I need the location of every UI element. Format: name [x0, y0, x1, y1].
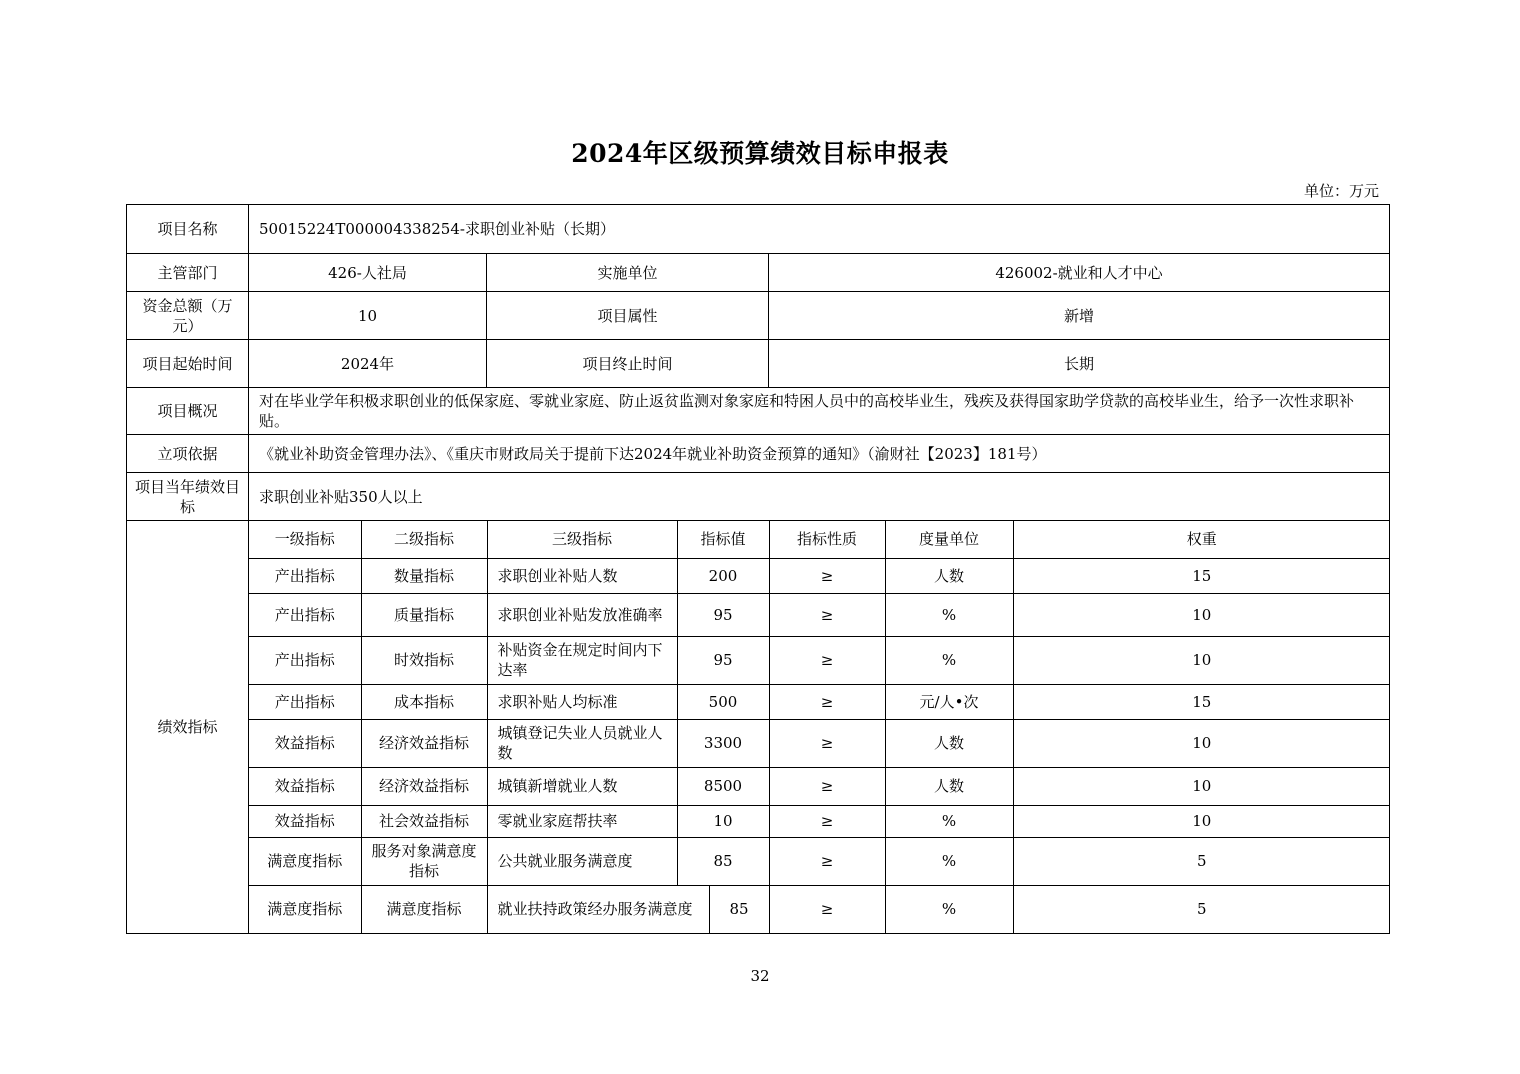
table-row [249, 767, 1390, 805]
level3-cell: 公共就业服务满意度 [487, 837, 677, 885]
page-title: 2024年区级预算绩效目标申报表 [571, 139, 949, 168]
unit-cell: % [885, 636, 1013, 684]
unit-cell: 人数 [885, 558, 1013, 593]
weight-cell: 10 [1013, 805, 1390, 837]
level1-cell: 产出指标 [249, 593, 361, 636]
fund-label: 资金总额（万元） [127, 292, 249, 340]
level1-cell: 效益指标 [249, 805, 361, 837]
weight-cell: 10 [1013, 719, 1390, 767]
header-weight: 权重 [1013, 521, 1390, 558]
level1-cell: 产出指标 [249, 558, 361, 593]
header-nature: 指标性质 [769, 521, 885, 558]
table-row [249, 837, 1390, 885]
indicator-table-last [249, 885, 1390, 933]
value-cell: 10 [677, 805, 769, 837]
header-value: 指标值 [677, 521, 769, 558]
level1-cell: 效益指标 [249, 719, 361, 767]
level2-cell: 服务对象满意度指标 [361, 837, 487, 885]
level3-cell: 补贴资金在规定时间内下达率 [487, 636, 677, 684]
indicator-cell [249, 521, 1390, 934]
level3-cell: 求职补贴人均标准 [487, 684, 677, 719]
value-cell: 85 [677, 837, 769, 885]
level2-cell: 经济效益指标 [361, 767, 487, 805]
row-project-name [127, 205, 1390, 254]
level2-cell: 满意度指标 [361, 886, 487, 933]
weight-cell: 15 [1013, 558, 1390, 593]
start-value: 2024年 [249, 340, 487, 388]
level3-cell: 求职创业补贴发放准确率 [487, 593, 677, 636]
weight-cell: 5 [1013, 886, 1390, 933]
table-row [249, 805, 1390, 837]
level1-cell: 产出指标 [249, 636, 361, 684]
nature-cell: ≥ [769, 837, 885, 885]
level1-cell: 满意度指标 [249, 886, 361, 933]
level2-cell: 经济效益指标 [361, 719, 487, 767]
row-department [127, 254, 1390, 292]
dept-value: 426-人社局 [249, 254, 487, 292]
value-cell: 95 [677, 593, 769, 636]
unit-label: 单位：万元 [1303, 182, 1379, 200]
row-overview [127, 388, 1390, 435]
attr-value: 新增 [769, 292, 1390, 340]
fund-value: 10 [249, 292, 487, 340]
row-fund [127, 292, 1390, 340]
table-row [249, 886, 1390, 933]
row-indicators [127, 521, 1390, 934]
weight-cell: 10 [1013, 767, 1390, 805]
start-label: 项目起始时间 [127, 340, 249, 388]
unit-cell: % [885, 593, 1013, 636]
basis-value: 《就业补助资金管理办法》、《重庆市财政局关于提前下达2024年就业补助资金预算的通知》（渝财社【2023】181号） [249, 435, 1390, 473]
level2-cell: 成本指标 [361, 684, 487, 719]
weight-cell: 15 [1013, 684, 1390, 719]
header-level1: 一级指标 [249, 521, 361, 558]
project-name-label: 项目名称 [127, 205, 249, 254]
level3-cell: 零就业家庭帮扶率 [487, 805, 677, 837]
nature-cell: ≥ [769, 805, 885, 837]
value-cell: 500 [677, 684, 769, 719]
header-level2: 二级指标 [361, 521, 487, 558]
goal-label: 项目当年绩效目标 [127, 473, 249, 521]
table-row [249, 719, 1390, 767]
value-cell: 3300 [677, 719, 769, 767]
table-row [249, 636, 1390, 684]
value-cell: 200 [677, 558, 769, 593]
level1-cell: 满意度指标 [249, 837, 361, 885]
value-cell: 8500 [677, 767, 769, 805]
level2-cell: 时效指标 [361, 636, 487, 684]
table-row [249, 558, 1390, 593]
level2-cell: 数量指标 [361, 558, 487, 593]
level3-cell: 城镇新增就业人数 [487, 767, 677, 805]
project-name-value: 50015224T000004338254-求职创业补贴（长期） [249, 205, 1390, 254]
table-row [249, 593, 1390, 636]
basis-label: 立项依据 [127, 435, 249, 473]
nature-cell: ≥ [769, 636, 885, 684]
row-goal [127, 473, 1390, 521]
nature-cell: ≥ [769, 886, 885, 933]
indicator-label: 绩效指标 [127, 521, 249, 934]
level3-cell: 城镇登记失业人员就业人数 [487, 719, 677, 767]
value-cell: 85 [709, 886, 769, 933]
level1-cell: 效益指标 [249, 767, 361, 805]
weight-cell: 10 [1013, 636, 1390, 684]
level1-cell: 产出指标 [249, 684, 361, 719]
level3-cell: 就业扶持政策经办服务满意度 [487, 886, 709, 933]
header-unit: 度量单位 [885, 521, 1013, 558]
goal-value: 求职创业补贴350人以上 [249, 473, 1390, 521]
weight-cell: 10 [1013, 593, 1390, 636]
budget-form-table [126, 204, 1390, 934]
unit-cell: 元/人•次 [885, 684, 1013, 719]
table-row [249, 684, 1390, 719]
dept-label: 主管部门 [127, 254, 249, 292]
nature-cell: ≥ [769, 767, 885, 805]
overview-value: 对在毕业学年积极求职创业的低保家庭、零就业家庭、防止返贫监测对象家庭和特困人员中的高校毕业生，残疾及获得国家助学贷款的高校毕业生，给予一次性求职补贴。 [249, 388, 1390, 435]
nature-cell: ≥ [769, 593, 885, 636]
row-time [127, 340, 1390, 388]
impl-label: 实施单位 [487, 254, 769, 292]
unit-cell: 人数 [885, 719, 1013, 767]
nature-cell: ≥ [769, 684, 885, 719]
row-basis [127, 435, 1390, 473]
level3-cell: 求职创业补贴人数 [487, 558, 677, 593]
overview-label: 项目概况 [127, 388, 249, 435]
level2-cell: 质量指标 [361, 593, 487, 636]
attr-label: 项目属性 [487, 292, 769, 340]
impl-value: 426002-就业和人才中心 [769, 254, 1390, 292]
indicator-table [249, 521, 1390, 885]
end-value: 长期 [769, 340, 1390, 388]
header-level3: 三级指标 [487, 521, 677, 558]
unit-cell: % [885, 837, 1013, 885]
nature-cell: ≥ [769, 719, 885, 767]
nature-cell: ≥ [769, 558, 885, 593]
indicator-header-row [249, 521, 1390, 558]
page-number: 32 [750, 967, 770, 985]
level2-cell: 社会效益指标 [361, 805, 487, 837]
unit-cell: % [885, 886, 1013, 933]
weight-cell: 5 [1013, 837, 1390, 885]
end-label: 项目终止时间 [487, 340, 769, 388]
unit-cell: % [885, 805, 1013, 837]
value-cell: 95 [677, 636, 769, 684]
unit-cell: 人数 [885, 767, 1013, 805]
